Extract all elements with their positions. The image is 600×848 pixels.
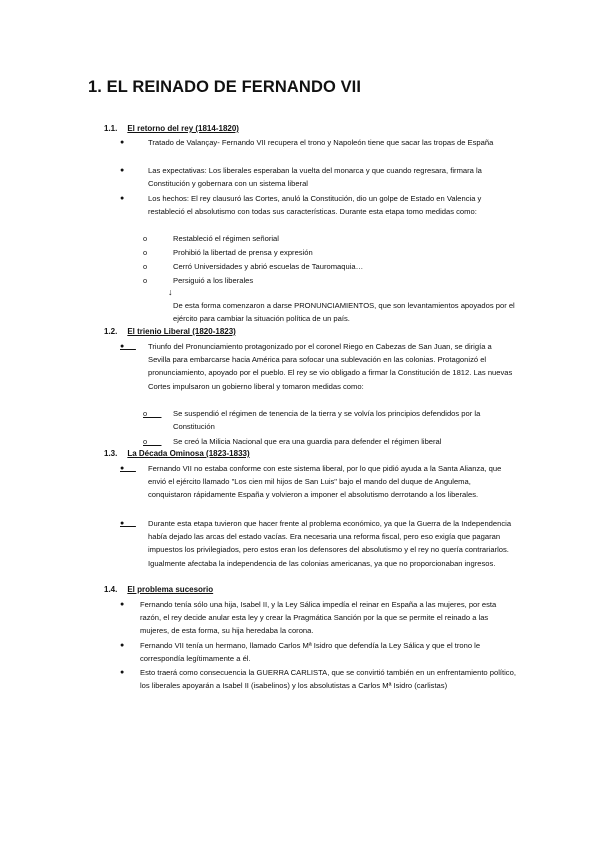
list-item: Triunfo del Pronunciamiento protagonizado por el coronel Riego en Cabezas de San Juan, se dirigía a Sevilla para embarcarse hacia América para sofocar una sublevación en las colonias. Protagonizó el pronunciamiento, apoyado por el pueblo. El rey se vio obligado a firmar la Constitución de 1812. Las nuevas Cortes impulsaron un gobierno liberal y tomaron medidas como: xyxy=(148,342,513,391)
list-item: Tratado de Valançay- Fernando VII recupera el trono y Napoleón tiene que sacar las tropas de España xyxy=(148,138,494,147)
bullet-icon: ● xyxy=(120,167,125,174)
section-heading xyxy=(104,585,213,594)
section-number: 1.3. xyxy=(104,449,118,458)
bullet-icon: ● xyxy=(120,642,125,649)
bullet-icon: ● xyxy=(120,195,125,202)
circle-bullet-icon: o xyxy=(143,248,148,257)
down-arrow-icon: ↓ xyxy=(168,287,173,297)
note-text: De esta forma comenzaron a darse PRONUNCIAMIENTOS, que son levantamientos apoyados por el ejército para cambiar la situación política de un país. xyxy=(173,301,515,324)
bullet-icon: ● xyxy=(120,520,136,527)
section-title: El retorno del rey (1814-1820) xyxy=(127,124,239,133)
circle-bullet-icon: o xyxy=(143,437,162,446)
page-title: 1. EL REINADO DE FERNANDO VII xyxy=(88,78,362,96)
list-item: Restableció el régimen señorial xyxy=(173,234,279,243)
list-item: Esto traerá como consecuencia la GUERRA CARLISTA, que se convirtió también en un enfrentamiento político, los liberales apoyarán a Isabel II (isabelinos) y los absolutistas a Carlos Mª Isidro (carlistas) xyxy=(140,668,516,691)
section-title: El problema sucesorio xyxy=(127,585,214,594)
circle-bullet-icon: o xyxy=(143,262,148,271)
bullet-icon: ● xyxy=(120,465,136,472)
section-number: 1.4. xyxy=(104,585,118,594)
list-item: Las expectativas: Los liberales esperaban la vuelta del monarca y que cuando regresara, firmara la Constitución y gobernara con un sistema liberal xyxy=(148,166,482,189)
list-item: Durante esta etapa tuvieron que hacer frente al problema económico, ya que la Guerra de la Independencia había dejado las arcas del estado vacías. Era necesaria una reforma fiscal, pero eso exigía que pagaran impuestos los privilegiados, pero estos eran los defensores del absolutismo y el rey no quería contrariarlos. Igualmente afectaba la independencia de las colonias americanas, ya que no proporcionaban ingresos. xyxy=(148,519,512,568)
list-item: Persiguió a los liberales xyxy=(173,276,254,285)
list-item: Los hechos: El rey clausuró las Cortes, anuló la Constitución, dio un golpe de Estado en Valencia y restableció el absolutismo con todas sus características. Durante esta etapa tomo medidas como: xyxy=(148,194,482,217)
section-heading xyxy=(104,449,250,458)
section-title: La Década Ominosa (1823-1833) xyxy=(127,449,250,458)
list-item: Se creó la Milicia Nacional que era una guardia para defender el régimen liberal xyxy=(173,437,442,446)
circle-bullet-icon: o xyxy=(143,409,162,418)
section-title: El trienio Liberal (1820-1823) xyxy=(127,327,236,336)
section-number: 1.1. xyxy=(104,124,118,133)
list-item: Fernando VII no estaba conforme con este sistema liberal, por lo que pidió ayuda a la Santa Alianza, que envió el ejército llamado "Los cien mil hijos de San Luis" bajo el mando del duque de Angulema, conquistaron rápidamente España y volvieron a imponer el absolutismo derrotando a los liberales. xyxy=(148,464,502,500)
bullet-icon: ● xyxy=(120,139,125,146)
list-item: Prohibió la libertad de prensa y expresión xyxy=(173,248,313,257)
bullet-icon: ● xyxy=(120,669,125,676)
list-item: Fernando tenía sólo una hija, Isabel II, y la Ley Sálica impedía el reinar en España a las mujeres, por esta razón, el rey decide anular esta ley y crear la Pragmática Sanción por la que se permite el reinado a las mujeres, de esta forma, su hija heredaba la corona. xyxy=(140,600,497,636)
list-item: Se suspendió el régimen de tenencia de la tierra y se volvía los principios defendidos por la Constitución xyxy=(173,409,481,432)
list-item: Cerró Universidades y abrió escuelas de Tauromaquia… xyxy=(173,262,364,271)
list-item: Fernando VII tenía un hermano, llamado Carlos Mª Isidro que defendía la Ley Sálica y que el trono le correspondía legítimamente a él. xyxy=(140,641,481,664)
section-heading xyxy=(104,124,239,133)
circle-bullet-icon: o xyxy=(143,234,148,243)
section-number: 1.2. xyxy=(104,327,118,336)
bullet-icon: ● xyxy=(120,601,125,608)
bullet-icon: ● xyxy=(120,343,136,350)
section-heading xyxy=(104,327,236,336)
circle-bullet-icon: o xyxy=(143,276,148,285)
